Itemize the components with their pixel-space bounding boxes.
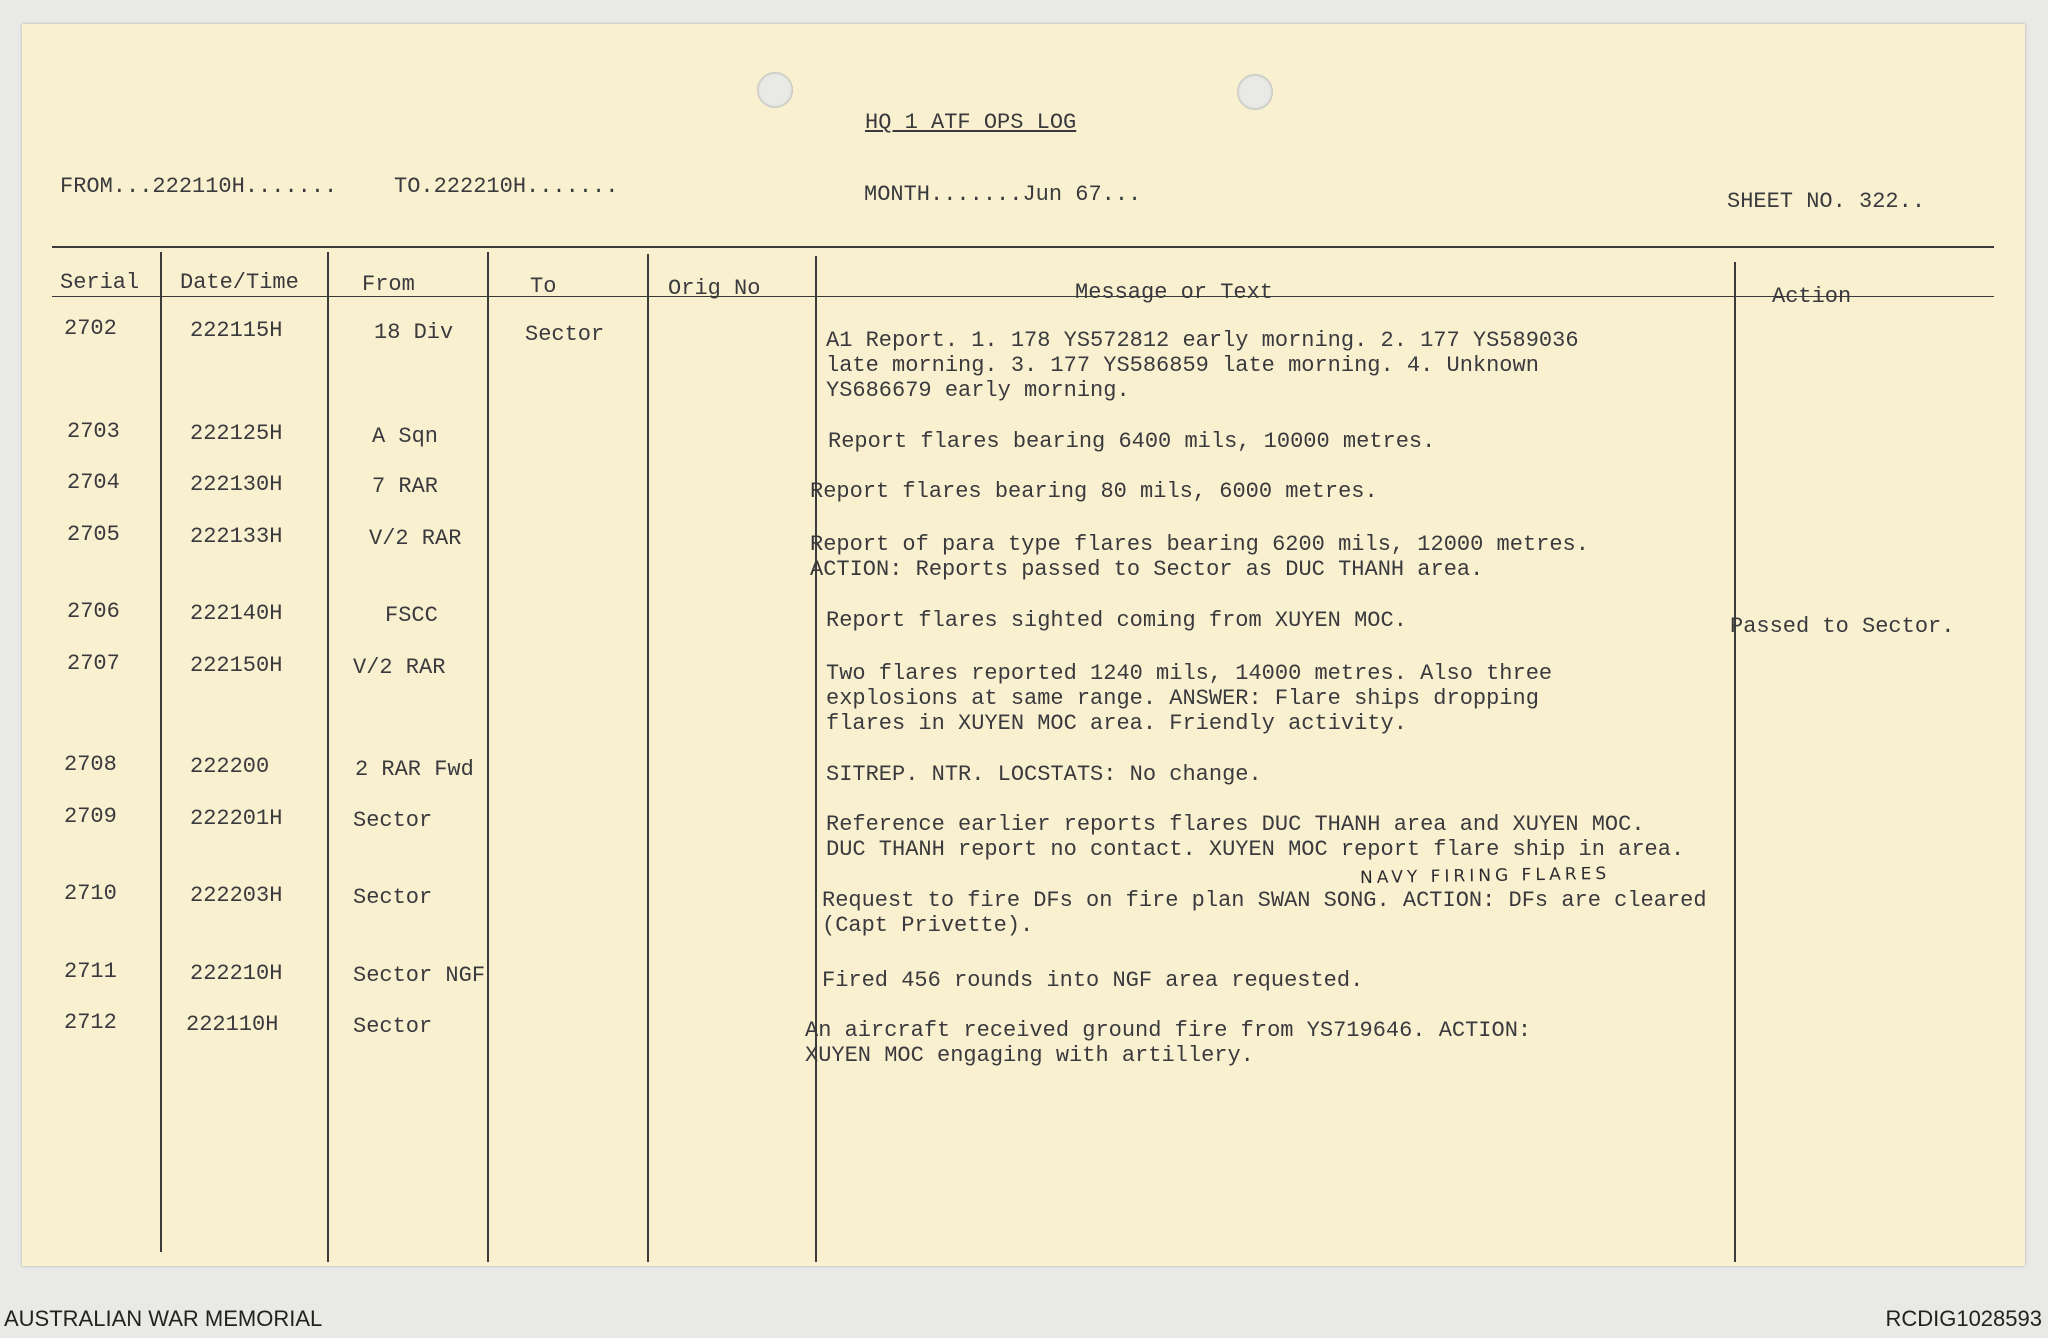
- datetime-cell: 222150H: [190, 653, 283, 678]
- from-cell: 7 RAR: [372, 474, 439, 499]
- column-header-from: From: [362, 272, 415, 297]
- message-cell: Report flares bearing 6400 mils, 10000 metres.: [828, 429, 1436, 454]
- serial-cell: 2703: [67, 419, 120, 444]
- month-label: MONTH.......: [864, 182, 1023, 207]
- serial-cell: 2707: [67, 651, 120, 676]
- message-cell: Reference earlier reports flares DUC THANH area and XUYEN MOC. DUC THANH report no contact. XUYEN MOC report flare ship in area.: [826, 812, 1685, 862]
- datetime-cell: 222201H: [190, 806, 283, 831]
- datetime-cell: 222115H: [190, 318, 283, 343]
- sheet-value: 322: [1859, 189, 1899, 214]
- datetime-cell: 222203H: [190, 883, 283, 908]
- datetime-cell: 222130H: [190, 472, 283, 497]
- punch-hole-left: [757, 72, 793, 108]
- from-cell: V/2 RAR: [369, 526, 462, 551]
- month-field: [864, 182, 1141, 208]
- log-sheet: [22, 24, 2025, 1266]
- footer-record-id: RCDIG1028593: [1885, 1306, 2042, 1331]
- log-title: HQ 1 ATF OPS LOG: [865, 110, 1077, 135]
- handwritten-annotation: NAVY FIRING FLARES: [1359, 863, 1611, 889]
- column-header-orig-no: Orig No: [668, 276, 761, 301]
- table-top-rule: [52, 246, 1994, 248]
- month-value: Jun 67: [1022, 182, 1102, 207]
- column-header-serial: Serial: [60, 270, 140, 295]
- from-cell: Sector: [353, 1014, 433, 1039]
- message-cell: A1 Report. 1. 178 YS572812 early morning. 2. 177 YS589036 late morning. 3. 177 YS586859 late morning. 4. Unknown YS686679 early morning.: [826, 328, 1579, 403]
- datetime-cell: 222125H: [190, 421, 283, 446]
- datetime-cell: 222133H: [190, 524, 283, 549]
- header-bottom-rule: [52, 296, 1994, 297]
- serial-cell: 2712: [64, 1010, 117, 1035]
- serial-cell: 2709: [64, 804, 117, 829]
- action-cell: Passed to Sector.: [1730, 614, 1955, 639]
- datetime-cell: 222200: [190, 754, 270, 779]
- message-cell: Report of para type flares bearing 6200 mils, 12000 metres. ACTION: Reports passed to Sector as DUC THANH area.: [810, 532, 1589, 582]
- message-cell: SITREP. NTR. LOCSTATS: No change.: [826, 762, 1262, 787]
- column-rule-1: [160, 252, 162, 1252]
- from-cell: Sector: [353, 808, 433, 833]
- from-cell: Sector: [353, 885, 433, 910]
- serial-cell: 2704: [67, 470, 120, 495]
- datetime-cell: 222110H: [186, 1012, 279, 1037]
- message-cell: Two flares reported 1240 mils, 14000 metres. Also three explosions at same range. ANSWER: Flare ships dropping flares in XUYEN MOC area. Friendly activity.: [826, 661, 1553, 736]
- message-cell: Report flares bearing 80 mils, 6000 metres.: [810, 479, 1378, 504]
- from-label: FROM...: [60, 174, 153, 199]
- column-header-action: Action: [1772, 284, 1852, 309]
- to-value: 222210H: [433, 174, 527, 199]
- from-dots: .......: [244, 174, 338, 199]
- column-rule-2: [327, 252, 329, 1262]
- footer-source: AUSTRALIAN WAR MEMORIAL: [4, 1306, 323, 1331]
- month-dots: ...: [1101, 182, 1142, 207]
- from-cell: FSCC: [385, 603, 438, 628]
- sheet-dots: ..: [1898, 189, 1926, 214]
- to-field: [394, 174, 618, 200]
- serial-cell: 2706: [67, 599, 120, 624]
- column-header-datetime: Date/Time: [180, 270, 299, 295]
- sheet-field: [1727, 189, 1925, 215]
- column-rule-4: [647, 254, 649, 1262]
- column-header-message: Message or Text: [1075, 280, 1274, 305]
- from-value: 222110H: [152, 174, 245, 199]
- serial-cell: 2708: [64, 752, 117, 777]
- serial-cell: 2711: [64, 959, 117, 984]
- column-rule-5: [815, 256, 817, 1262]
- from-cell: A Sqn: [372, 424, 439, 449]
- message-cell: Fired 456 rounds into NGF area requested.: [822, 968, 1364, 993]
- from-cell: Sector NGF: [353, 963, 486, 988]
- to-label: TO.: [394, 174, 434, 199]
- column-header-to: To: [530, 274, 557, 299]
- from-field: [60, 174, 337, 200]
- message-cell: An aircraft received ground fire from YS719646. ACTION: XUYEN MOC engaging with artillery.: [805, 1018, 1532, 1068]
- from-cell: 2 RAR Fwd: [355, 757, 474, 782]
- from-cell: 18 Div: [374, 320, 454, 345]
- message-cell: Request to fire DFs on fire plan SWAN SONG. ACTION: DFs are cleared (Capt Privette).: [822, 888, 1707, 938]
- message-cell: Report flares sighted coming from XUYEN MOC.: [826, 608, 1407, 633]
- to-dots: .......: [526, 174, 619, 199]
- serial-cell: 2702: [64, 316, 117, 341]
- from-cell: V/2 RAR: [353, 655, 446, 680]
- punch-hole-right: [1237, 74, 1273, 110]
- serial-cell: 2710: [64, 881, 117, 906]
- column-rule-3: [487, 252, 489, 1262]
- sheet-label: SHEET NO.: [1727, 189, 1846, 214]
- column-rule-6: [1734, 262, 1736, 1262]
- datetime-cell: 222140H: [190, 601, 283, 626]
- datetime-cell: 222210H: [190, 961, 283, 986]
- to-cell: Sector: [525, 322, 605, 347]
- serial-cell: 2705: [67, 522, 120, 547]
